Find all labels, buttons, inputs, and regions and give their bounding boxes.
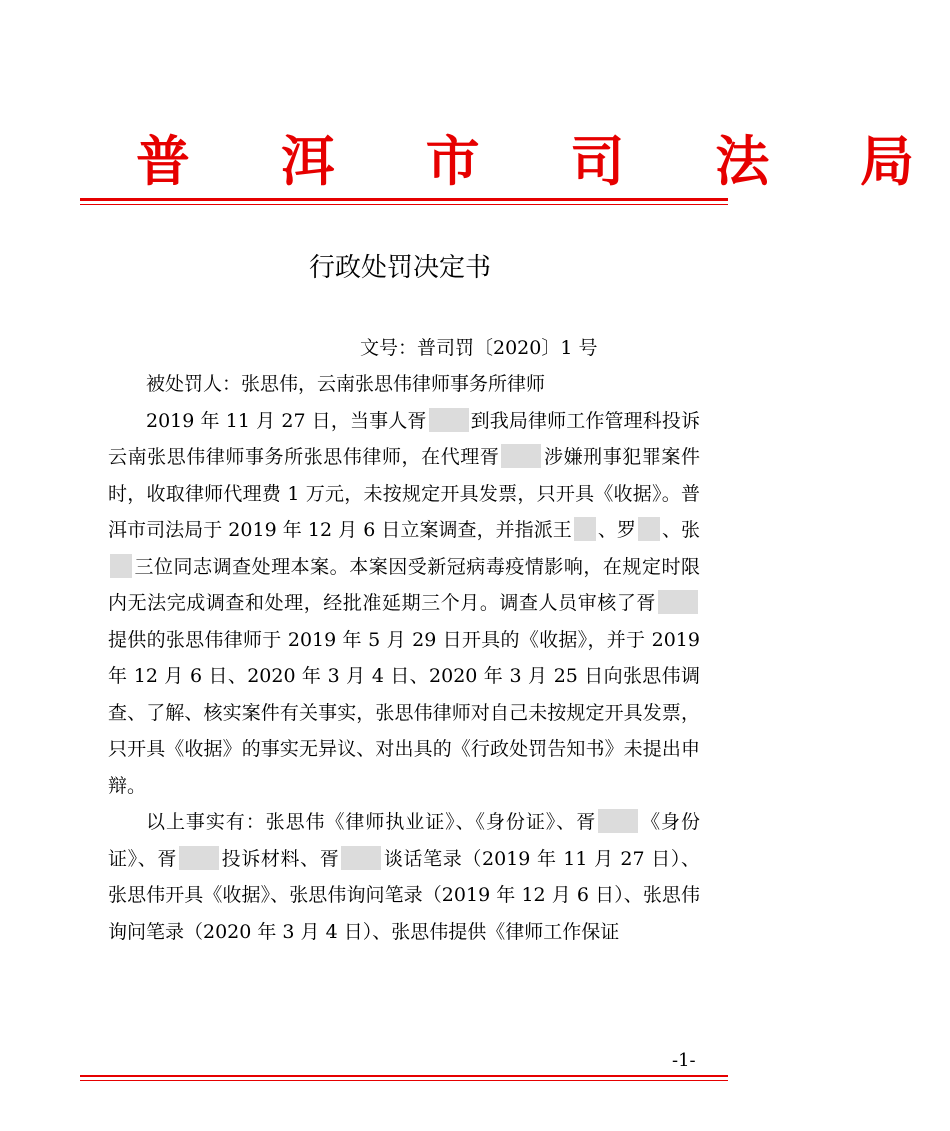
redaction-box — [429, 408, 469, 432]
text-segment: 、罗 — [597, 519, 636, 541]
facts-paragraph — [108, 403, 700, 805]
respondent-line: 被处罚人：张思伟，云南张思伟律师事务所律师 — [146, 373, 546, 395]
document-number: 文号：普司罚〔2020〕1 号 — [360, 337, 598, 359]
agency-masthead: 普 洱 市 司 法 局 — [136, 129, 950, 193]
redaction-box — [574, 517, 596, 541]
text-segment: 三位同志调查处理本案。本案因受新冠病毒疫情影响，在规定时限内无法完成调查和处理，经批准延期三个月。调查人员审核了胥 — [108, 555, 700, 614]
text-segment: 以上事实有：张思伟《律师执业证》、《身份证》、胥 — [146, 811, 597, 833]
footer-rule-top — [80, 1075, 728, 1077]
redaction-box — [501, 444, 541, 468]
redaction-box — [598, 809, 638, 833]
text-segment: 2019 年 11 月 27 日，当事人胥 — [146, 409, 427, 432]
evidence-paragraph — [108, 804, 700, 950]
text-segment: 《身份证》、胥 — [108, 811, 700, 870]
redaction-box — [638, 517, 660, 541]
redaction-box — [658, 590, 698, 614]
header-rule-thin — [80, 204, 728, 205]
text-segment: 到我局律师工作管理科投诉云南张思伟律师事务所张思伟律师，在代理胥 — [108, 409, 700, 468]
document-title: 行政处罚决定书 — [308, 253, 491, 283]
redaction-box — [341, 846, 381, 870]
page-number: -1- — [672, 1050, 696, 1071]
text-segment: 提供的张思伟律师于 2019 年 5 月 29 日开具的《收据》，并于 2019 年 12 月 6 日、2020 年 3 月 4 日、2020 年 3 月 25 日向张思伟调查、了解、核实案件有关事实，张思伟律师对自己未按规定开具发票，只开具《收据》的事实无异议、对出具的《行政处罚告知书》未提出申辩。 — [108, 628, 700, 797]
document-body — [108, 366, 700, 950]
text-segment: 投诉材料、胥 — [220, 847, 340, 870]
text-segment: 谈话笔录（2019 年 11 月 27 日）、张思伟开具《收据》、张思伟询问笔录（2019 年 12 月 6 日）、张思伟询问笔录（2020 年 3 月 4 日）、张思伟提供《律师工作保证 — [108, 847, 700, 943]
redaction-box — [110, 554, 132, 578]
text-segment: 涉嫌刑事犯罪案件时，收取律师代理费 1 万元，未按规定开具发票，只开具《收据》。普洱市司法局于 2019 年 12 月 6 日立案调查，并指派王 — [108, 446, 700, 541]
redaction-box — [179, 846, 219, 870]
footer-rule-bottom — [80, 1080, 728, 1081]
text-segment: 、张 — [661, 519, 700, 541]
header-rule-thick — [80, 198, 728, 201]
